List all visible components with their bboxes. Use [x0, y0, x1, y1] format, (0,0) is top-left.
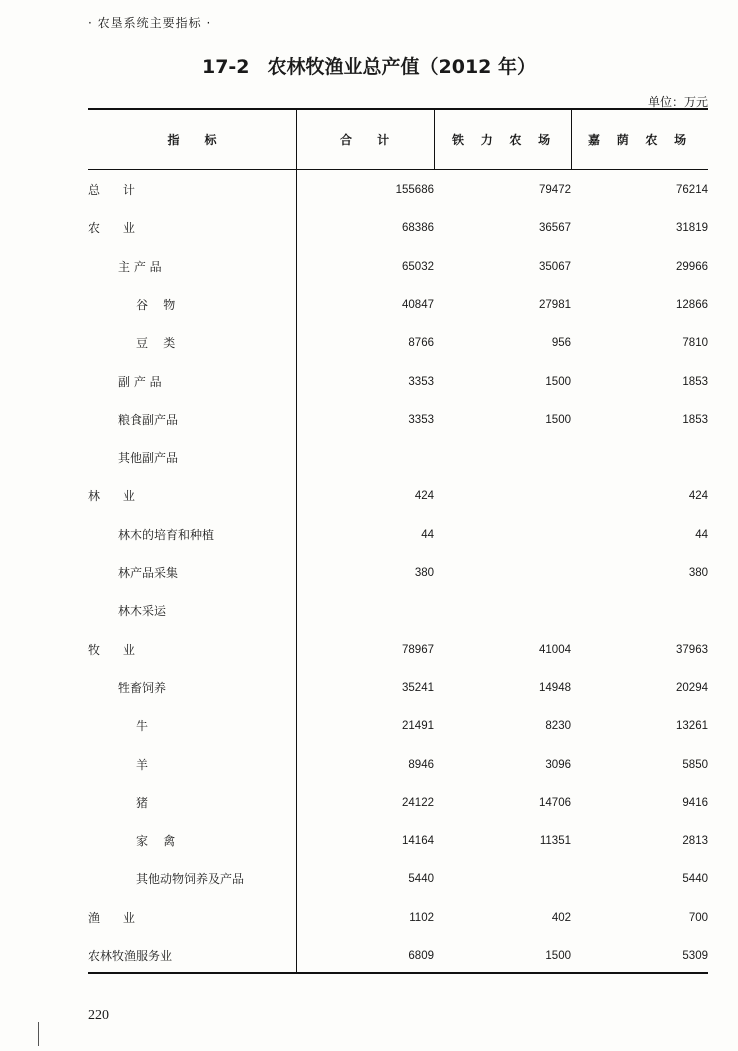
table-row: [88, 218, 708, 238]
column-divider-total: [434, 110, 435, 169]
row-label: 农 业: [88, 221, 135, 236]
cell-farm-b: 9416: [682, 796, 708, 809]
row-label: 林木的培育和种植: [118, 527, 215, 542]
table-row: [88, 755, 708, 775]
cell-farm-b: 76214: [676, 184, 708, 196]
table-bottom-rule: [88, 972, 708, 974]
cell-farm-a: 14948: [539, 681, 571, 694]
cell-total: 380: [414, 567, 434, 579]
cell-total: 6809: [408, 950, 434, 962]
table-row: [88, 831, 708, 851]
cell-total: 5440: [408, 873, 434, 886]
margin-mark: [38, 1022, 39, 1046]
table-row: [88, 410, 708, 430]
cell-farm-a: 27981: [539, 298, 571, 311]
cell-farm-a: 8230: [545, 720, 571, 733]
cell-farm-b: 20294: [676, 681, 708, 694]
table-row: [88, 869, 708, 889]
row-label: 副 产 品: [118, 374, 162, 389]
cell-farm-b: 2813: [682, 835, 708, 848]
row-label: 牧 业: [88, 642, 135, 657]
table-row: [88, 180, 708, 200]
column-divider-farm-a: [571, 110, 572, 169]
cell-farm-b: 29966: [676, 260, 708, 273]
cell-farm-a: 35067: [539, 260, 571, 273]
cell-farm-a: 1500: [545, 950, 571, 962]
row-label: 牲畜饲养: [118, 680, 167, 695]
row-label: 其他副产品: [118, 451, 179, 466]
row-label: 林木采运: [118, 604, 167, 619]
row-label: 主 产 品: [118, 259, 162, 274]
cell-total: 1102: [409, 911, 434, 924]
cell-farm-b: 12866: [676, 298, 708, 311]
cell-farm-b: 44: [695, 528, 708, 541]
section-tag: · 农垦系统主要指标 ·: [88, 16, 212, 30]
table-row: [88, 372, 708, 392]
table-row: [88, 295, 708, 315]
unit-label: 单位：万元: [647, 95, 708, 109]
row-label: 渔 业: [88, 910, 135, 925]
row-label: 家 禽: [136, 834, 176, 849]
cell-farm-a: 79472: [539, 184, 571, 196]
row-label: 猪: [136, 795, 149, 810]
cell-total: 35241: [402, 681, 434, 694]
row-label: 粮食副产品: [118, 412, 179, 427]
cell-farm-b: 424: [688, 490, 708, 503]
header-indicator: 指 标: [167, 133, 217, 147]
table-row: [88, 257, 708, 277]
cell-total: 65032: [402, 260, 434, 273]
row-label: 其他动物饲养及产品: [136, 872, 245, 887]
cell-farm-a: 41004: [539, 643, 571, 656]
header-farm-b: 嘉 荫 农 场: [588, 133, 687, 147]
cell-farm-b: 13261: [676, 720, 708, 733]
table-row: [88, 908, 708, 928]
cell-total: 3353: [408, 375, 434, 388]
cell-total: 8946: [408, 758, 434, 771]
cell-total: 68386: [402, 222, 434, 235]
cell-total: 3353: [408, 413, 434, 426]
cell-total: 40847: [402, 298, 434, 311]
row-label: 林 业: [88, 489, 135, 504]
row-label: 羊: [136, 757, 149, 772]
cell-farm-b: 5440: [682, 873, 708, 886]
table-number: 17-2: [201, 56, 250, 78]
cell-farm-b: 700: [688, 911, 708, 924]
cell-farm-b: 5309: [682, 950, 708, 962]
cell-total: 155686: [395, 184, 434, 196]
cell-farm-b: 1853: [682, 413, 708, 426]
table-row: [88, 640, 708, 660]
table-row: [88, 601, 708, 621]
row-label: 总 计: [88, 183, 135, 197]
cell-farm-a: 402: [551, 911, 571, 924]
header-total: 合 计: [340, 133, 390, 147]
row-label: 牛: [136, 719, 149, 734]
cell-farm-a: 36567: [539, 222, 571, 235]
row-label: 豆 类: [136, 336, 176, 351]
table-title-text: 农林牧渔业总产值（2012 年）: [267, 56, 537, 78]
table-row: [88, 486, 708, 506]
cell-total: 24122: [402, 796, 434, 809]
cell-farm-b: 1853: [682, 375, 708, 388]
cell-total: 21491: [402, 720, 434, 733]
cell-total: 8766: [408, 337, 434, 350]
cell-farm-a: 1500: [545, 375, 571, 388]
header-farm-a: 铁 力 农 场: [452, 133, 551, 147]
table-row: [88, 448, 708, 468]
row-label: 农林牧渔服务业: [88, 949, 173, 963]
cell-farm-b: 37963: [676, 643, 708, 656]
cell-total: 44: [421, 528, 434, 541]
table-header-rule: [88, 169, 708, 170]
table-row: [88, 525, 708, 545]
cell-farm-a: 3096: [545, 758, 571, 771]
table-row: [88, 563, 708, 583]
cell-total: 424: [414, 490, 434, 503]
cell-farm-a: 14706: [539, 796, 571, 809]
cell-total: 78967: [402, 643, 434, 656]
cell-total: 14164: [402, 835, 434, 848]
table-title: [0, 52, 738, 79]
table-row: [88, 793, 708, 813]
table-row: [88, 716, 708, 736]
cell-farm-b: 31819: [676, 222, 708, 235]
cell-farm-a: 1500: [545, 413, 571, 426]
cell-farm-a: 956: [551, 337, 571, 350]
page-number: 220: [88, 1008, 109, 1023]
row-label: 谷 物: [136, 297, 176, 312]
row-label: 林产品采集: [118, 566, 179, 580]
table-row: [88, 333, 708, 353]
cell-farm-a: 11351: [539, 835, 571, 848]
cell-farm-b: 5850: [682, 758, 708, 771]
cell-farm-b: 380: [688, 567, 708, 579]
cell-farm-b: 7810: [682, 337, 708, 350]
table-row: [88, 946, 708, 966]
table-row: [88, 678, 708, 698]
